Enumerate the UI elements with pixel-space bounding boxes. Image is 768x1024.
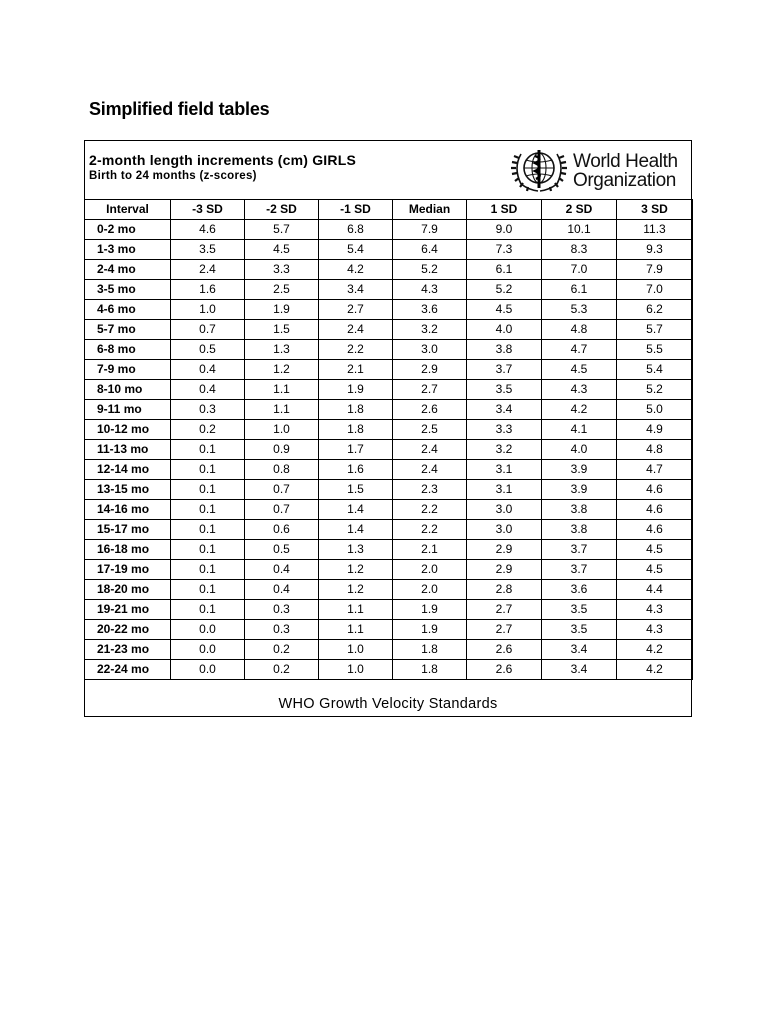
value-cell: 4.3 xyxy=(542,380,617,400)
value-cell: 0.1 xyxy=(171,480,245,500)
value-cell: 0.1 xyxy=(171,520,245,540)
value-cell: 1.9 xyxy=(319,380,393,400)
value-cell: 5.2 xyxy=(617,380,693,400)
value-cell: 3.8 xyxy=(542,500,617,520)
interval-cell: 17-19 mo xyxy=(85,560,171,580)
value-cell: 3.2 xyxy=(393,320,467,340)
value-cell: 3.7 xyxy=(542,540,617,560)
value-cell: 2.9 xyxy=(467,540,542,560)
value-cell: 4.7 xyxy=(617,460,693,480)
value-cell: 3.5 xyxy=(171,240,245,260)
value-cell: 1.3 xyxy=(319,540,393,560)
value-cell: 2.0 xyxy=(393,580,467,600)
value-cell: 1.1 xyxy=(319,620,393,640)
value-cell: 4.9 xyxy=(617,420,693,440)
value-cell: 0.0 xyxy=(171,620,245,640)
value-cell: 0.5 xyxy=(171,340,245,360)
value-cell: 0.1 xyxy=(171,600,245,620)
value-cell: 0.6 xyxy=(245,520,319,540)
value-cell: 7.9 xyxy=(617,260,693,280)
value-cell: 3.2 xyxy=(467,440,542,460)
value-cell: 4.0 xyxy=(467,320,542,340)
value-cell: 4.4 xyxy=(617,580,693,600)
value-cell: 0.1 xyxy=(171,580,245,600)
value-cell: 3.7 xyxy=(542,560,617,580)
value-cell: 5.3 xyxy=(542,300,617,320)
value-cell: 0.8 xyxy=(245,460,319,480)
value-cell: 11.3 xyxy=(617,220,693,240)
value-cell: 2.1 xyxy=(393,540,467,560)
value-cell: 2.6 xyxy=(467,640,542,660)
interval-cell: 12-14 mo xyxy=(85,460,171,480)
interval-cell: 21-23 mo xyxy=(85,640,171,660)
value-cell: 10.1 xyxy=(542,220,617,240)
value-cell: 5.7 xyxy=(617,320,693,340)
value-cell: 1.9 xyxy=(393,600,467,620)
value-cell: 2.6 xyxy=(393,400,467,420)
who-logo-line1: World Health xyxy=(573,151,678,172)
value-cell: 2.4 xyxy=(171,260,245,280)
value-cell: 1.2 xyxy=(319,560,393,580)
value-cell: 0.2 xyxy=(245,660,319,680)
interval-cell: 20-22 mo xyxy=(85,620,171,640)
value-cell: 2.5 xyxy=(245,280,319,300)
table-row xyxy=(85,540,693,560)
who-emblem-icon xyxy=(509,146,569,194)
interval-cell: 15-17 mo xyxy=(85,520,171,540)
value-cell: 1.8 xyxy=(319,400,393,420)
table-row xyxy=(85,480,693,500)
value-cell: 2.5 xyxy=(393,420,467,440)
value-cell: 3.6 xyxy=(393,300,467,320)
interval-cell: 9-11 mo xyxy=(85,400,171,420)
value-cell: 3.0 xyxy=(467,500,542,520)
value-cell: 4.5 xyxy=(542,360,617,380)
interval-cell: 4-6 mo xyxy=(85,300,171,320)
value-cell: 4.3 xyxy=(617,620,693,640)
value-cell: 1.8 xyxy=(319,420,393,440)
column-header: 3 SD xyxy=(617,200,693,220)
length-increment-table xyxy=(84,199,693,680)
interval-cell: 10-12 mo xyxy=(85,420,171,440)
interval-cell: 14-16 mo xyxy=(85,500,171,520)
table-row xyxy=(85,420,693,440)
value-cell: 4.5 xyxy=(617,560,693,580)
value-cell: 3.1 xyxy=(467,460,542,480)
value-cell: 0.1 xyxy=(171,460,245,480)
table-row xyxy=(85,240,693,260)
value-cell: 5.4 xyxy=(617,360,693,380)
value-cell: 0.1 xyxy=(171,540,245,560)
interval-cell: 11-13 mo xyxy=(85,440,171,460)
value-cell: 1.0 xyxy=(319,660,393,680)
who-logo-line2: Organization xyxy=(573,170,676,191)
value-cell: 5.2 xyxy=(467,280,542,300)
interval-cell: 3-5 mo xyxy=(85,280,171,300)
interval-cell: 18-20 mo xyxy=(85,580,171,600)
column-header: Median xyxy=(393,200,467,220)
table-title: 2-month length increments (cm) GIRLS xyxy=(89,152,356,168)
value-cell: 0.0 xyxy=(171,660,245,680)
value-cell: 5.2 xyxy=(393,260,467,280)
value-cell: 0.4 xyxy=(171,360,245,380)
table-row xyxy=(85,300,693,320)
value-cell: 2.4 xyxy=(393,440,467,460)
value-cell: 4.6 xyxy=(617,500,693,520)
table-row xyxy=(85,580,693,600)
growth-table-sheet xyxy=(84,140,692,717)
value-cell: 4.3 xyxy=(393,280,467,300)
value-cell: 6.1 xyxy=(542,280,617,300)
value-cell: 1.5 xyxy=(319,480,393,500)
value-cell: 0.2 xyxy=(171,420,245,440)
value-cell: 0.1 xyxy=(171,560,245,580)
value-cell: 3.3 xyxy=(245,260,319,280)
table-row xyxy=(85,620,693,640)
value-cell: 2.7 xyxy=(393,380,467,400)
table-row xyxy=(85,380,693,400)
page-title: Simplified field tables xyxy=(89,99,270,119)
value-cell: 4.6 xyxy=(617,520,693,540)
value-cell: 4.5 xyxy=(245,240,319,260)
value-cell: 0.4 xyxy=(171,380,245,400)
table-row xyxy=(85,280,693,300)
value-cell: 0.5 xyxy=(245,540,319,560)
value-cell: 6.1 xyxy=(467,260,542,280)
value-cell: 2.3 xyxy=(393,480,467,500)
value-cell: 0.3 xyxy=(245,620,319,640)
value-cell: 3.0 xyxy=(467,520,542,540)
interval-cell: 13-15 mo xyxy=(85,480,171,500)
value-cell: 2.4 xyxy=(393,460,467,480)
who-logo xyxy=(509,146,689,194)
table-header-row xyxy=(85,200,693,220)
value-cell: 4.2 xyxy=(542,400,617,420)
value-cell: 3.4 xyxy=(319,280,393,300)
value-cell: 2.0 xyxy=(393,560,467,580)
value-cell: 2.1 xyxy=(319,360,393,380)
table-subtitle: Birth to 24 months (z-scores) xyxy=(89,170,257,182)
value-cell: 1.0 xyxy=(319,640,393,660)
table-row xyxy=(85,660,693,680)
column-header: -2 SD xyxy=(245,200,319,220)
who-logo-text xyxy=(573,152,678,190)
value-cell: 3.9 xyxy=(542,480,617,500)
interval-cell: 6-8 mo xyxy=(85,340,171,360)
value-cell: 7.9 xyxy=(393,220,467,240)
interval-cell: 8-10 mo xyxy=(85,380,171,400)
interval-cell: 22-24 mo xyxy=(85,660,171,680)
value-cell: 2.2 xyxy=(319,340,393,360)
value-cell: 0.1 xyxy=(171,440,245,460)
value-cell: 4.5 xyxy=(467,300,542,320)
value-cell: 1.0 xyxy=(245,420,319,440)
value-cell: 5.0 xyxy=(617,400,693,420)
value-cell: 4.8 xyxy=(617,440,693,460)
table-header xyxy=(85,141,691,199)
value-cell: 1.9 xyxy=(393,620,467,640)
value-cell: 2.6 xyxy=(467,660,542,680)
table-row xyxy=(85,560,693,580)
column-header: 1 SD xyxy=(467,200,542,220)
value-cell: 1.6 xyxy=(319,460,393,480)
interval-cell: 5-7 mo xyxy=(85,320,171,340)
value-cell: 3.0 xyxy=(393,340,467,360)
value-cell: 2.4 xyxy=(319,320,393,340)
value-cell: 2.7 xyxy=(319,300,393,320)
column-header: 2 SD xyxy=(542,200,617,220)
value-cell: 4.0 xyxy=(542,440,617,460)
value-cell: 3.5 xyxy=(542,600,617,620)
value-cell: 3.5 xyxy=(467,380,542,400)
interval-cell: 1-3 mo xyxy=(85,240,171,260)
value-cell: 1.4 xyxy=(319,500,393,520)
table-row xyxy=(85,340,693,360)
value-cell: 3.7 xyxy=(467,360,542,380)
value-cell: 1.5 xyxy=(245,320,319,340)
value-cell: 2.9 xyxy=(467,560,542,580)
value-cell: 1.1 xyxy=(245,400,319,420)
value-cell: 7.0 xyxy=(617,280,693,300)
value-cell: 1.8 xyxy=(393,660,467,680)
value-cell: 0.2 xyxy=(245,640,319,660)
value-cell: 2.2 xyxy=(393,500,467,520)
value-cell: 1.3 xyxy=(245,340,319,360)
value-cell: 2.7 xyxy=(467,620,542,640)
value-cell: 4.2 xyxy=(617,660,693,680)
table-row xyxy=(85,600,693,620)
value-cell: 5.5 xyxy=(617,340,693,360)
value-cell: 3.9 xyxy=(542,460,617,480)
value-cell: 2.9 xyxy=(393,360,467,380)
value-cell: 0.7 xyxy=(245,480,319,500)
table-row xyxy=(85,500,693,520)
value-cell: 4.8 xyxy=(542,320,617,340)
value-cell: 0.0 xyxy=(171,640,245,660)
value-cell: 3.5 xyxy=(542,620,617,640)
value-cell: 1.7 xyxy=(319,440,393,460)
table-row xyxy=(85,320,693,340)
value-cell: 3.1 xyxy=(467,480,542,500)
value-cell: 1.9 xyxy=(245,300,319,320)
value-cell: 1.2 xyxy=(319,580,393,600)
value-cell: 0.9 xyxy=(245,440,319,460)
value-cell: 4.2 xyxy=(319,260,393,280)
value-cell: 1.0 xyxy=(171,300,245,320)
table-row xyxy=(85,220,693,240)
value-cell: 3.8 xyxy=(542,520,617,540)
value-cell: 9.0 xyxy=(467,220,542,240)
column-header: -3 SD xyxy=(171,200,245,220)
value-cell: 1.1 xyxy=(245,380,319,400)
interval-cell: 7-9 mo xyxy=(85,360,171,380)
value-cell: 9.3 xyxy=(617,240,693,260)
value-cell: 1.6 xyxy=(171,280,245,300)
value-cell: 4.1 xyxy=(542,420,617,440)
value-cell: 1.1 xyxy=(319,600,393,620)
table-row xyxy=(85,400,693,420)
value-cell: 4.3 xyxy=(617,600,693,620)
table-footer: WHO Growth Velocity Standards xyxy=(278,696,498,712)
value-cell: 3.4 xyxy=(467,400,542,420)
value-cell: 6.2 xyxy=(617,300,693,320)
value-cell: 8.3 xyxy=(542,240,617,260)
value-cell: 1.8 xyxy=(393,640,467,660)
value-cell: 0.3 xyxy=(171,400,245,420)
value-cell: 7.0 xyxy=(542,260,617,280)
value-cell: 0.3 xyxy=(245,600,319,620)
value-cell: 4.7 xyxy=(542,340,617,360)
value-cell: 5.7 xyxy=(245,220,319,240)
column-header: -1 SD xyxy=(319,200,393,220)
value-cell: 7.3 xyxy=(467,240,542,260)
table-body xyxy=(85,220,693,680)
value-cell: 1.4 xyxy=(319,520,393,540)
table-row xyxy=(85,640,693,660)
value-cell: 0.7 xyxy=(245,500,319,520)
interval-cell: 2-4 mo xyxy=(85,260,171,280)
value-cell: 2.7 xyxy=(467,600,542,620)
interval-cell: 0-2 mo xyxy=(85,220,171,240)
value-cell: 3.6 xyxy=(542,580,617,600)
value-cell: 0.1 xyxy=(171,500,245,520)
column-header: Interval xyxy=(85,200,171,220)
table-row xyxy=(85,260,693,280)
table-row xyxy=(85,360,693,380)
value-cell: 0.7 xyxy=(171,320,245,340)
interval-cell: 16-18 mo xyxy=(85,540,171,560)
value-cell: 0.4 xyxy=(245,560,319,580)
value-cell: 4.6 xyxy=(617,480,693,500)
value-cell: 0.4 xyxy=(245,580,319,600)
value-cell: 4.6 xyxy=(171,220,245,240)
value-cell: 3.4 xyxy=(542,660,617,680)
value-cell: 3.4 xyxy=(542,640,617,660)
value-cell: 3.8 xyxy=(467,340,542,360)
value-cell: 3.3 xyxy=(467,420,542,440)
interval-cell: 19-21 mo xyxy=(85,600,171,620)
value-cell: 2.2 xyxy=(393,520,467,540)
value-cell: 4.2 xyxy=(617,640,693,660)
table-row xyxy=(85,520,693,540)
value-cell: 6.8 xyxy=(319,220,393,240)
value-cell: 2.8 xyxy=(467,580,542,600)
table-row xyxy=(85,440,693,460)
value-cell: 4.5 xyxy=(617,540,693,560)
value-cell: 6.4 xyxy=(393,240,467,260)
value-cell: 1.2 xyxy=(245,360,319,380)
table-row xyxy=(85,460,693,480)
value-cell: 5.4 xyxy=(319,240,393,260)
